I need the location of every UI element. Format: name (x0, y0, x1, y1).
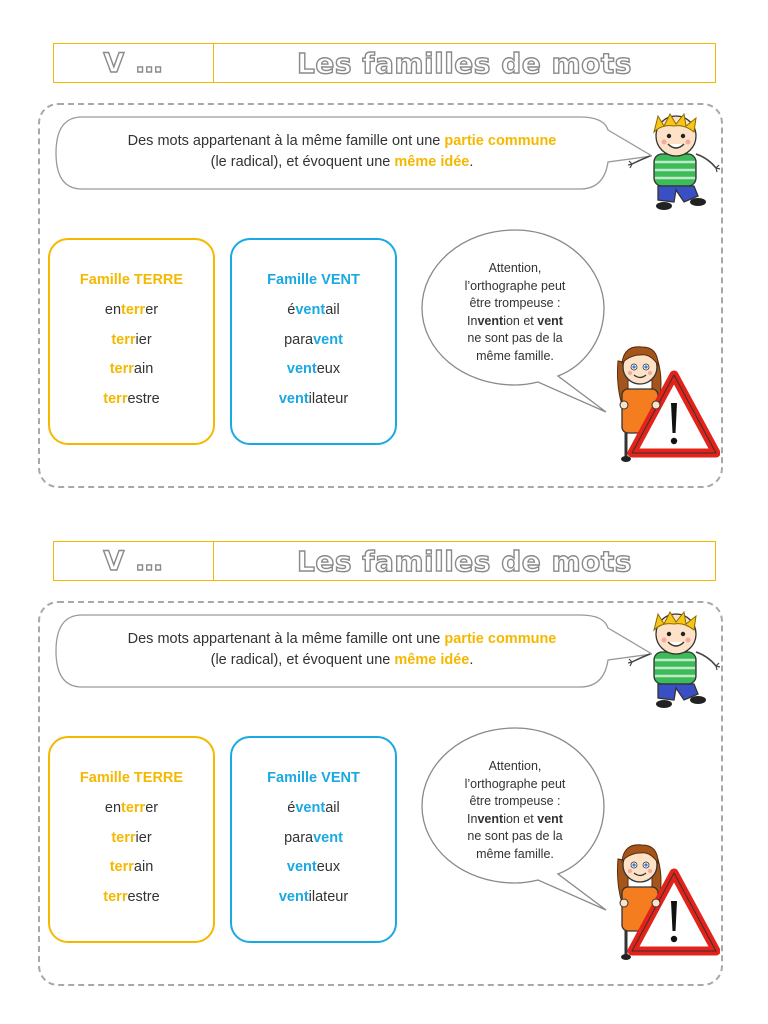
list-item: venteux (286, 361, 341, 377)
lesson-title: Les familles de mots (297, 46, 632, 80)
boy-illustration-icon (628, 112, 720, 212)
lesson-card (0, 0, 768, 500)
word-list-terre (50, 798, 213, 916)
warning-text: Attention, l’orthographe peut être trompeuse : Invention et vent ne sont pas de la même famille. (464, 759, 566, 861)
radical: terr (111, 829, 136, 846)
radical: terr (121, 302, 146, 318)
radical: vent (313, 331, 343, 348)
family-title-terre: Famille TERRE (79, 272, 184, 288)
word-list-vent (232, 798, 395, 916)
bold-vent: vent (477, 811, 504, 826)
intro-part3: . (469, 652, 474, 668)
family-box-vent (230, 238, 397, 445)
family-title-vent: Famille VENT (267, 272, 360, 288)
radical: terr (121, 800, 146, 816)
intro-speech-bubble (52, 112, 652, 194)
radical: terr (103, 888, 128, 905)
lesson-number: V … (54, 44, 214, 82)
bold-vent: vent (477, 313, 504, 328)
list-item: enterrer (104, 800, 159, 816)
family-box-terre (48, 238, 215, 445)
lesson-number: V … (54, 542, 214, 580)
word-list-terre (50, 300, 213, 418)
list-item: paravent (284, 829, 343, 846)
lesson-card (0, 498, 768, 998)
word-list-vent (232, 300, 395, 418)
list-item: terrain (109, 859, 154, 875)
highlight-partie-commune: partie commune (444, 133, 557, 149)
list-item: ventilateur (278, 888, 349, 905)
highlight-partie-commune: partie commune (444, 631, 557, 647)
warning-speech-bubble (420, 228, 620, 418)
radical: vent (313, 829, 343, 846)
intro-text (72, 629, 612, 671)
intro-part2: (le radical), et évoquent une (210, 154, 395, 170)
list-item: éventail (287, 800, 340, 816)
girl-illustration-icon (612, 343, 720, 465)
family-box-vent (230, 736, 397, 943)
list-item: terrier (111, 331, 152, 348)
boy-illustration-icon (628, 610, 720, 710)
family-title-vent: Famille VENT (267, 770, 360, 786)
title-bar (53, 43, 716, 83)
list-item: terrestre (103, 888, 160, 905)
highlight-meme-idee: même idée (394, 652, 470, 668)
intro-part1: Des mots appartenant à la même famille ont une (127, 631, 445, 647)
highlight-meme-idee: même idée (394, 154, 470, 170)
bold-vent: vent (537, 811, 563, 826)
radical: vent (286, 361, 317, 377)
list-item: terrier (111, 829, 152, 846)
girl-illustration-icon (612, 841, 720, 963)
intro-part3: . (469, 154, 474, 170)
intro-speech-bubble (52, 610, 652, 692)
list-item: terrestre (103, 390, 160, 407)
radical: vent (286, 859, 317, 875)
list-item: terrain (109, 361, 154, 377)
radical: vent (295, 800, 326, 816)
bold-vent: vent (537, 313, 563, 328)
family-box-terre (48, 736, 215, 943)
lesson-title: Les familles de mots (297, 544, 632, 578)
list-item: venteux (286, 859, 341, 875)
radical: vent (278, 390, 309, 407)
radical: terr (111, 331, 136, 348)
radical: terr (109, 361, 134, 377)
list-item: paravent (284, 331, 343, 348)
radical: terr (103, 390, 128, 407)
warning-speech-bubble (420, 726, 620, 916)
list-item: ventilateur (278, 390, 349, 407)
title-bar (53, 541, 716, 581)
warning-text: Attention, l’orthographe peut être trompeuse : Invention et vent ne sont pas de la même famille. (464, 261, 566, 363)
intro-part1: Des mots appartenant à la même famille ont une (127, 133, 445, 149)
radical: vent (295, 302, 326, 318)
radical: vent (278, 888, 309, 905)
list-item: éventail (287, 302, 340, 318)
intro-text (72, 131, 612, 173)
radical: terr (109, 859, 134, 875)
family-title-terre: Famille TERRE (79, 770, 184, 786)
list-item: enterrer (104, 302, 159, 318)
intro-part2: (le radical), et évoquent une (210, 652, 395, 668)
